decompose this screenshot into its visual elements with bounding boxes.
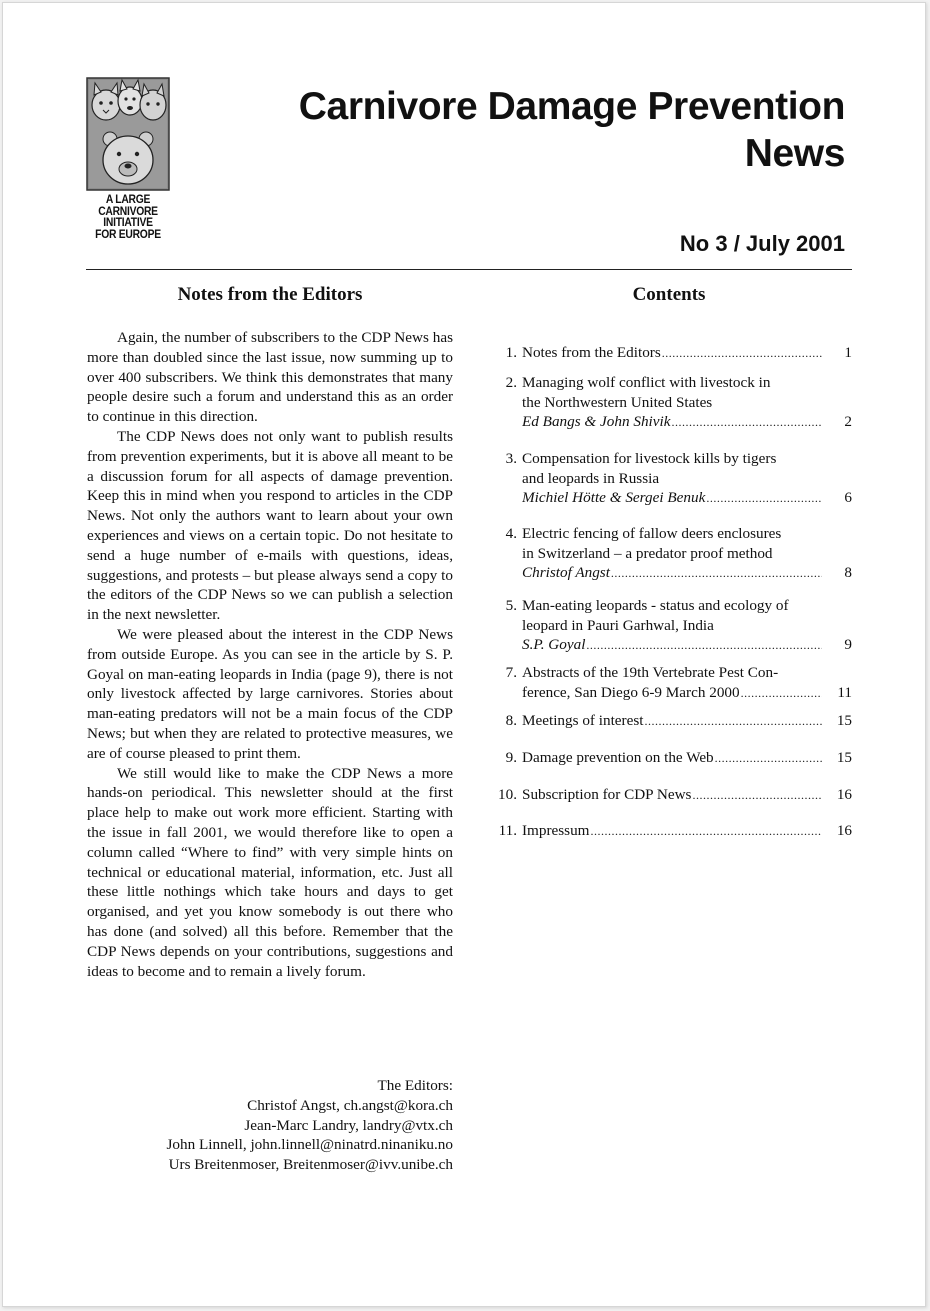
carnivore-heads-logo-icon [86,77,170,191]
toc-title: Compensation for livestock kills by tigers [522,450,777,467]
toc-title: Notes from the Editors [522,344,661,361]
toc-title: Abstracts of the 19th Vertebrate Pest Con- [522,664,779,681]
editors-paragraph: We were pleased about the interest in the CDP News from outside Europe. As you can see in the article by S. P. Goyal on man-eating leopards in India (page 9), there is not only livestock affected by large carnivores. Stories about man-eating predators will not be a main focus of the CDP News; but when they are related to protective measures, we are of course pleased to print them. [87,625,453,762]
editors-signature [87,1076,453,1175]
logo-caption-line: CARNIVORE [98,203,158,218]
toc-page: 11 [837,683,852,701]
toc-number: 5. [505,597,517,614]
toc-page: 15 [836,712,852,729]
toc-page: 16 [836,822,852,839]
toc-page: 1 [844,344,852,361]
lcie-logo [86,77,170,255]
signature-line: The Editors: [377,1077,453,1094]
toc-title: Impressum [522,822,590,839]
toc-title: Man-eating leopards - status and ecology of [522,597,789,614]
toc-number: 8. [505,712,517,729]
toc-page: 9 [844,636,852,653]
toc-page: 6 [844,489,852,506]
toc-author: Ed Bangs & John Shivik [522,413,671,430]
toc-page: 8 [844,564,852,581]
toc-number: 3. [505,450,517,467]
toc-number: 1. [505,344,517,361]
logo-caption [92,194,164,240]
toc-title: Damage prevention on the Web [522,749,714,766]
logo-caption-line: FOR EUROPE [95,226,161,241]
editors-notes-body [87,328,453,981]
signature-line: Christof Angst, ch.angst@kora.ch [247,1096,453,1114]
toc-title: Meetings of interest [522,712,644,729]
signature-line: John Linnell, john.linnell@ninatrd.ninaniku.no [166,1136,453,1154]
logo-caption-line: INITIATIVE [103,215,153,229]
toc-title: leopard in Pauri Garhwal, India [522,616,714,634]
toc-page: 2 [844,413,852,430]
logo-caption-line: A LARGE [105,192,151,206]
title-line-2: News [744,132,845,175]
toc-page: 15 [836,749,852,766]
toc-author: Christof Angst [522,564,610,581]
toc-number: 7. [505,664,517,681]
title-line-1: Carnivore Damage Prevention [298,85,845,128]
toc-author: Michiel Hötte & Sergei Benuk [522,489,706,506]
editors-paragraph: The CDP News does not only want to publish results from prevention experiments, but it is above all meant to be a discussion forum for all aspects of damage prevention. Keep this in mind when you respond to articles in the CDP News. Not only the authors want to learn about your own experiences and views on a certain topic. Do not hesitate to send a huge number of e-mails with questions, ideas, suggestions, and protests – but please always send a copy to the editors of the CDP News so we can publish a selection in the next newsletter. [87,427,453,624]
signature-line: Urs Breitenmoser, Breitenmoser@ivv.unibe.ch [168,1156,453,1174]
toc-page: 16 [836,786,852,803]
toc-number: 10. [498,786,517,803]
toc-title: the Northwestern United States [522,393,713,411]
toc-number: 9. [505,749,517,766]
toc-author: S.P. Goyal [522,636,586,653]
toc-number: 11. [498,822,517,839]
contents-heading: Contents [632,284,706,305]
editors-paragraph: We still would like to make the CDP News a more hands-on periodical. This newsletter should at the first place help to make out work more efficient. Starting with the issue in fall 2001, we would therefore like to open a column called “Where to find” with very simple hints on technical or educational material, information, etc. Just all these little nothings which take hours and days to get organised, and yet you know somebody is out there who has done (and solved) all this before. Remember that the CDP News depends on your contributions, suggestions and ideas to become and to remain a lively forum. [87,764,453,980]
toc-title: Managing wolf conflict with livestock in [522,374,771,391]
editors-paragraph: Again, the number of subscribers to the CDP News has more than doubled since the last issue, now summing up to over 400 subscribers. We think this demonstrates that many people desire such a forum and understand this as an order to continue in this direction. [87,329,453,426]
signature-line: Jean-Marc Landry, landry@vtx.ch [244,1116,453,1134]
toc-title: in Switzerland – a predator proof method [522,544,773,562]
newsletter-title [299,83,845,177]
toc-title: ference, San Diego 6-9 March 2000 [522,683,740,701]
toc-number: 4. [505,525,517,542]
toc-title: Electric fencing of fallow deers enclosures [522,525,782,542]
editors-notes-heading: Notes from the Editors [177,284,363,305]
toc-title: Subscription for CDP News [522,786,692,803]
toc-title: and leopards in Russia [522,469,660,487]
header-divider [86,269,852,270]
issue-number: No 3 / July 2001 [679,231,845,256]
toc-number: 2. [505,374,517,391]
newsletter-page [2,2,926,1307]
